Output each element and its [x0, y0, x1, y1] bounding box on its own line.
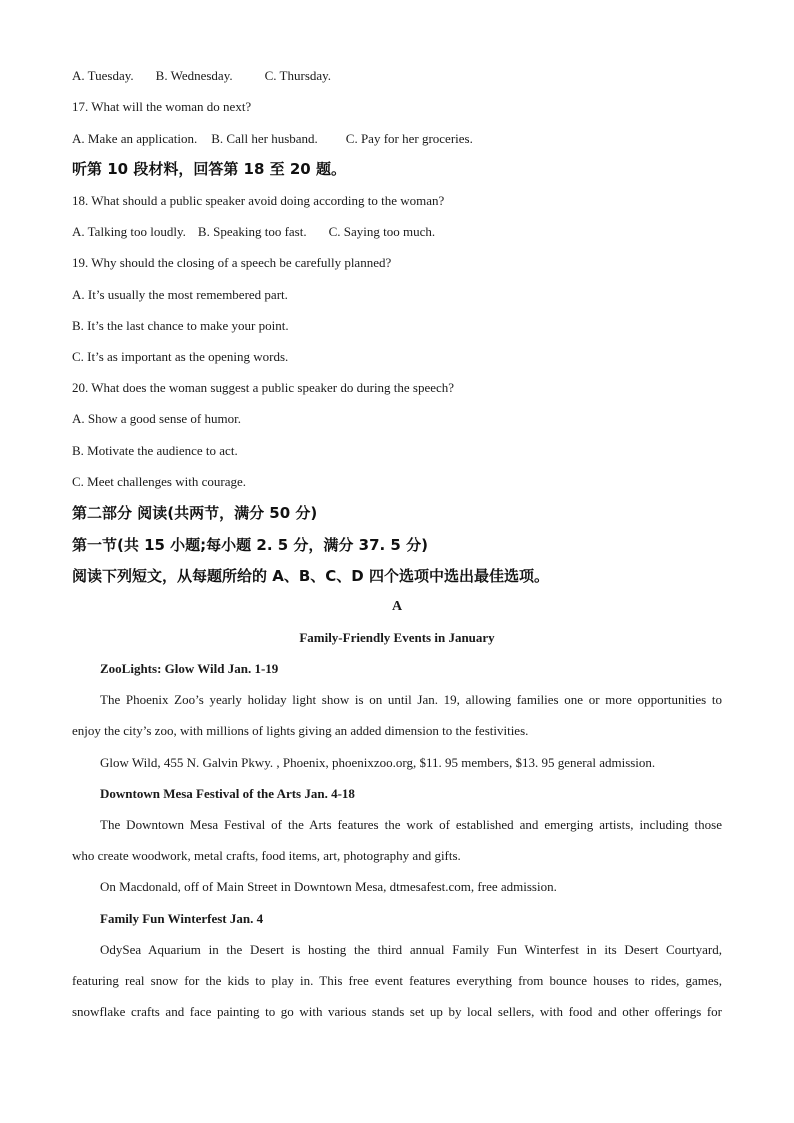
q17-question: 17. What will the woman do next? — [72, 99, 252, 114]
event-desc-winterfest-line3: snowflake crafts and face painting to go with various stands set up by local sellers, with food and other offerings for — [72, 1004, 722, 1019]
q16-option-b: B. Wednesday. — [155, 68, 233, 83]
reading-part-heading: 第二部分 阅读(共两节，满分 50 分) — [72, 504, 318, 522]
event-desc-winterfest-line2: featuring real snow for the kids to play in. This free event features everything from bounce houses to rides, games, — [72, 973, 722, 988]
passage-title: Family-Friendly Events in January — [299, 630, 495, 645]
event-title-zoolights: ZooLights: Glow Wild Jan. 1-19 — [100, 661, 279, 676]
event-desc-mesa-festival-line2: who create woodwork, metal crafts, food items, art, photography and gifts. — [72, 848, 461, 863]
q16-options — [72, 67, 722, 85]
q18-question: 18. What should a public speaker avoid doing according to the woman? — [72, 193, 445, 208]
event-info-zoolights: Glow Wild, 455 N. Galvin Pkwy. , Phoenix, phoenixzoo.org, $11. 95 members, $13. 95 general admission. — [100, 755, 656, 770]
q19-option-a: A. It’s usually the most remembered part. — [72, 287, 288, 302]
q19-question: 19. Why should the closing of a speech be carefully planned? — [72, 255, 392, 270]
event-desc-mesa-festival-line1: The Downtown Mesa Festival of the Arts features the work of established and emerging artists, including those — [100, 817, 722, 832]
q19-option-c: C. It’s as important as the opening words. — [72, 349, 289, 364]
q17-option-c: C. Pay for her groceries. — [345, 131, 473, 146]
q17-option-b: B. Call her husband. — [211, 131, 318, 146]
q18-option-a: A. Talking too loudly. — [72, 224, 186, 239]
section10-heading: 听第 10 段材料，回答第 18 至 20 题。 — [72, 160, 346, 178]
reading-section-heading: 第一节(共 15 小题;每小题 2. 5 分，满分 37. 5 分) — [72, 536, 428, 554]
reading-instruction: 阅读下列短文，从每题所给的 A、B、C、D 四个选项中选出最佳选项。 — [72, 567, 549, 585]
q18-option-c: C. Saying too much. — [328, 224, 436, 239]
event-title-winterfest: Family Fun Winterfest Jan. 4 — [100, 911, 264, 926]
q19-option-b: B. It’s the last chance to make your point. — [72, 318, 289, 333]
event-desc-zoolights-line2: enjoy the city’s zoo, with millions of lights giving an added dimension to the festivities. — [72, 723, 529, 738]
q16-option-c: C. Thursday. — [264, 68, 332, 83]
q20-option-a: A. Show a good sense of humor. — [72, 411, 241, 426]
q17-options — [72, 130, 722, 148]
q20-option-b: B. Motivate the audience to act. — [72, 443, 238, 458]
q16-option-a: A. Tuesday. — [72, 68, 134, 83]
q17-option-a: A. Make an application. — [72, 131, 198, 146]
q20-option-c: C. Meet challenges with courage. — [72, 474, 246, 489]
q20-question: 20. What does the woman suggest a public speaker do during the speech? — [72, 380, 455, 395]
event-desc-zoolights-line1: The Phoenix Zoo’s yearly holiday light show is on until Jan. 19, allowing families one or more opportunities to — [100, 692, 722, 707]
passage-letter: A — [391, 599, 403, 614]
event-desc-winterfest-line1: OdySea Aquarium in the Desert is hosting the third annual Family Fun Winterfest in its Desert Courtyard, — [100, 942, 722, 957]
event-info-mesa-festival: On Macdonald, off of Main Street in Downtown Mesa, dtmesafest.com, free admission. — [100, 879, 557, 894]
q18-options — [72, 223, 722, 241]
event-title-mesa-festival: Downtown Mesa Festival of the Arts Jan. 4-18 — [100, 786, 355, 801]
q18-option-b: B. Speaking too fast. — [197, 224, 307, 239]
